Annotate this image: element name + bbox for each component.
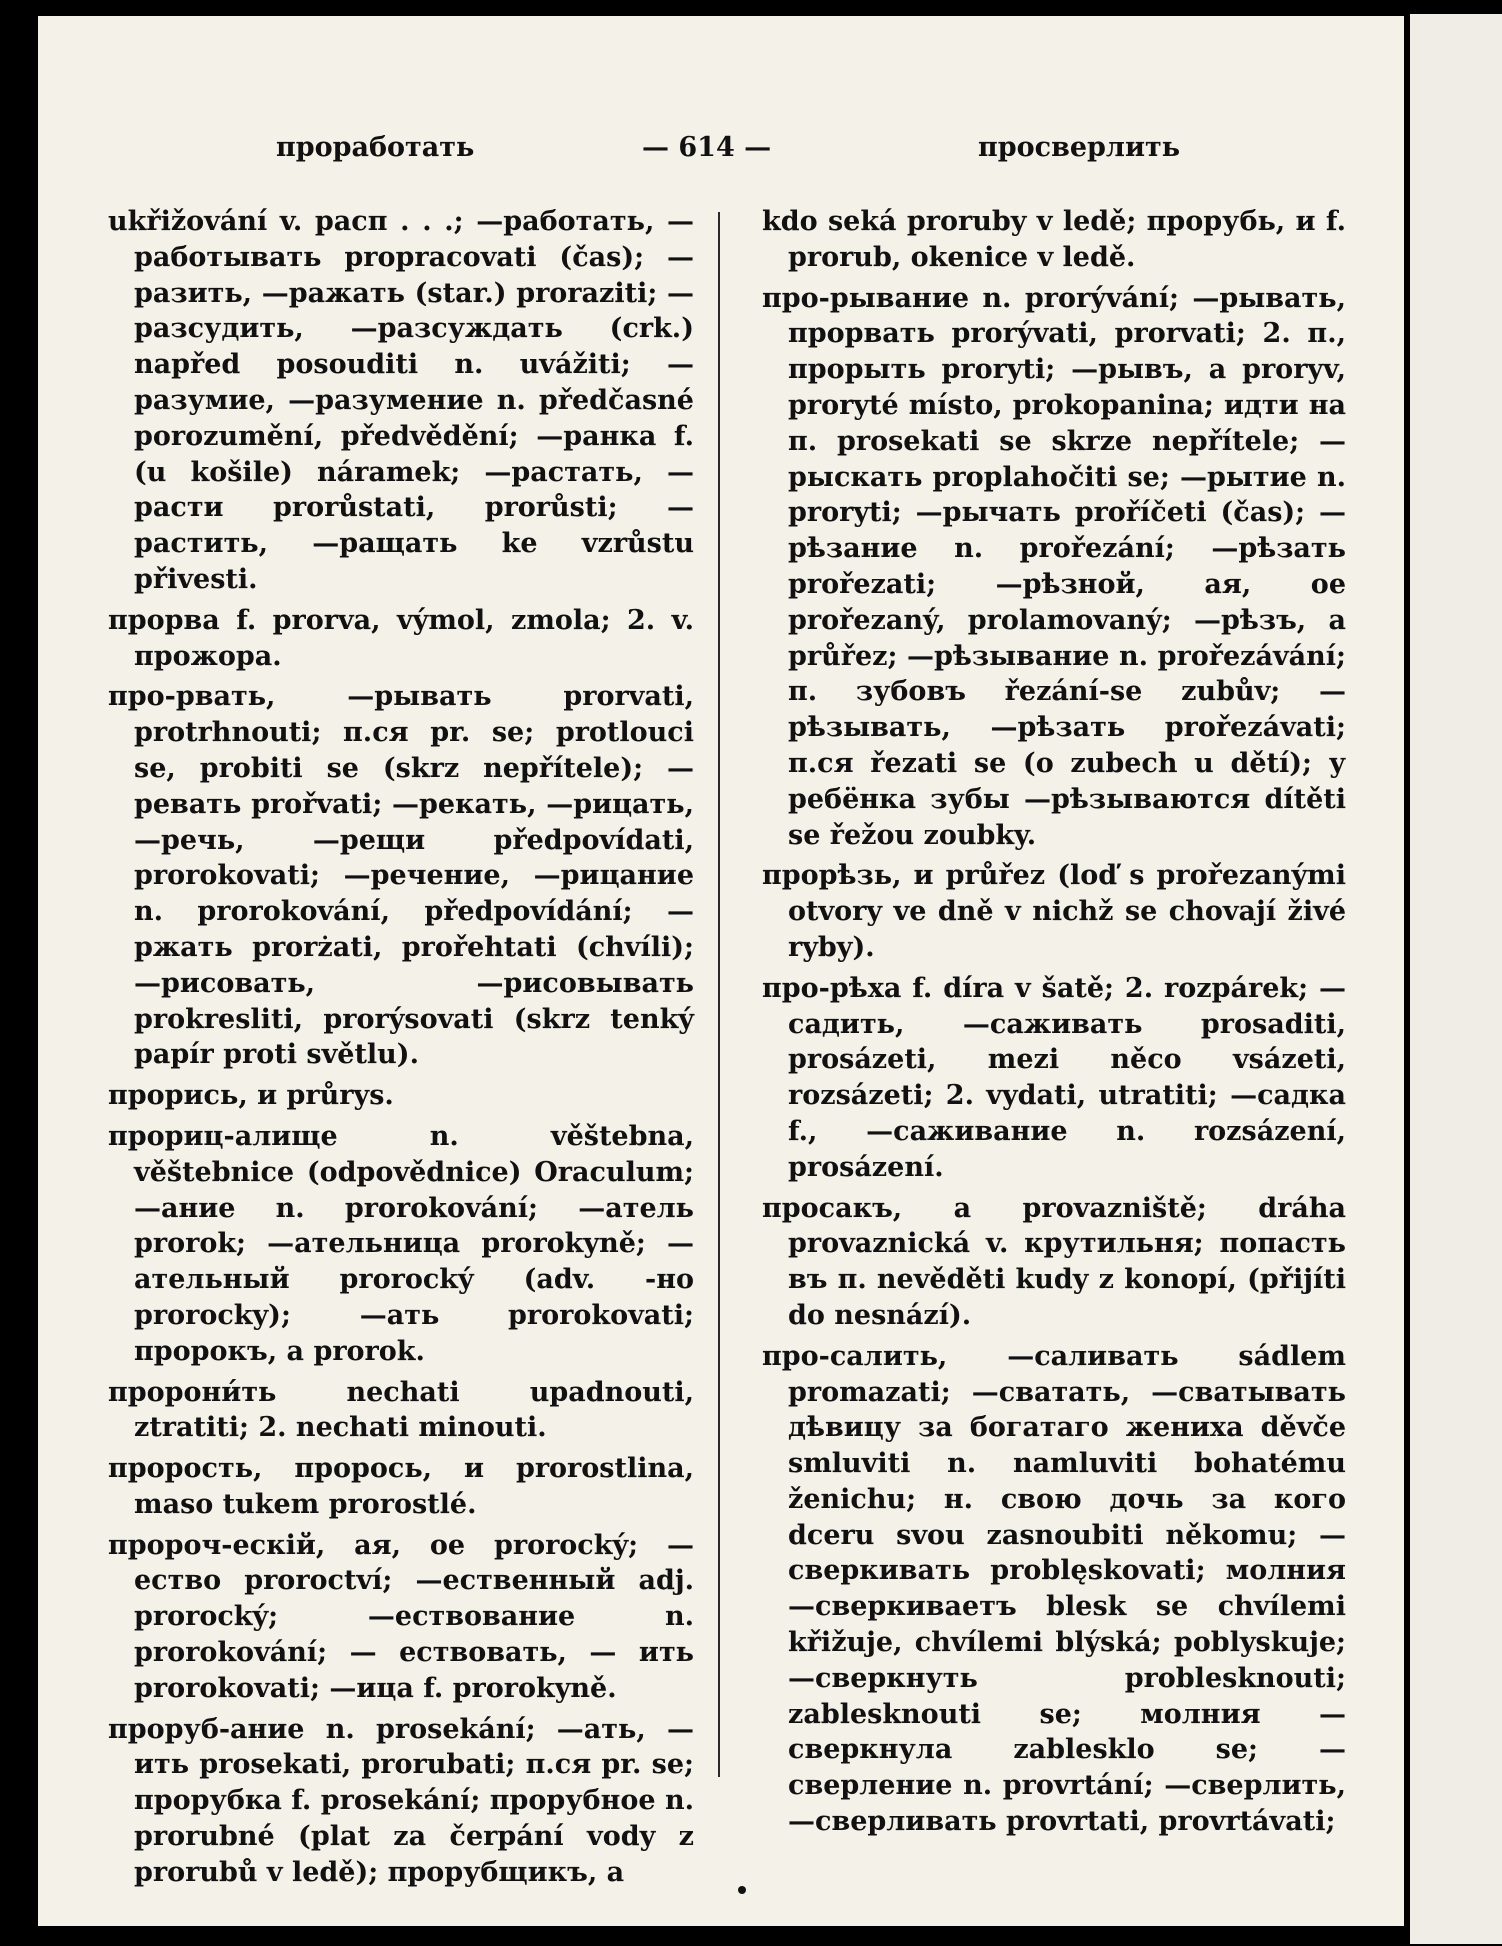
column-divider [718,212,720,1777]
dictionary-entry: прориц-алище n. věštebna, věštebnice (odpovědnice) Oraculum; —ание n. prorokování; —атель prorok; —ательница prorokyně; —ательный prorocký (adv. -но prorocky); —ать prorokovati; пророкъ, a prorok. [108,1120,694,1367]
dictionary-entry: прорва f. prorva, výmol, zmola; 2. v. прожора. [108,604,694,672]
right-column [762,204,1346,1845]
dictionary-entry: прорость, прорось, и prorostlina, maso tukem prorostlé. [108,1453,694,1520]
dictionary-entry: прорѣзь, и průřez (loď s prořezanými otvory ve dně v nichž se chovají živé ryby). [762,860,1346,963]
header-left-word: проработать [276,132,475,163]
dictionary-entry: пророч-ескій, ая, ое prorocký; —ество proroctví; —ественный adj. prorocký; —ествование n. prorokování; — ествовать, — ить prorokovati; —ица f. prorokyně. [108,1529,694,1704]
adjacent-page-edge [1410,14,1502,1944]
dictionary-entry: про-рывание n. prorývání; —рывать, прорвать prorývati, prorvati; 2. п., прорыть proryti; —рывъ, a proryv, proryté místo, prokopanina; идти на п. prosekati se skrze nepřítele; —рыскать proplahočiti se; —рытие n. proryti; —рычать proříčeti (čas); —рѣзание n. prořezání; —рѣзать prořezati; —рѣзной, ая, ое prořezaný, prolamovaný; —рѣзъ, a průřez; —рѣзывание n. prořezávání; п. зубовъ řezání-se zubův; —рѣзывать, —рѣзать prořezávati; п.ся řezati se (o zubech u dětí); у ребёнка зубы —рѣзываются dítěti se řežou zoubky. [762,282,1346,851]
left-column [108,204,694,1896]
dictionary-entry: проруб-ание n. prosekání; —ать, —ить prosekati, prorubati; п.ся pr. se; прорубка f. prosekání; прорубное n. prorubné (plat za čerpání vody z prorubů v ledě); прорубщикъ, a [108,1713,694,1888]
dictionary-entry: пророни́ть nechati upadnouti, ztratiti; 2. nechati minouti. [108,1376,694,1444]
header-right-word: просверлить [978,132,1181,163]
dictionary-entry: про-рѣха f. díra v šatě; 2. rozpárek; —садить, —саживать prosaditi, prosázeti, mezi něco vsázeti, rozsázeti; 2. vydati, utratiti; —садка f., —саживание n. rozsázení, prosázení. [762,972,1346,1183]
running-header [38,132,1404,172]
dictionary-entry: про-рвать, —рывать prorvati, protrhnouti; п.ся pr. se; protlouci se, probiti se (skrz nepřítele); —ревать prořvati; —рекать, —рицать, —речь, —рещи předpovídati, prorokovati; —речение, —рицание n. prorokování, předpovídání; —ржать prorżati, prořehtati (chvíli); —рисовать, —рисовывать prokresliti, prorýsovati (skrz tenký papír proti světlu). [108,681,694,1071]
dictionary-entry: про-салить, —саливать sádlem promazati; —сватать, —сватывать дѣвицу за богатаго жениха děvče smluviti n. namluviti bohatému ženichu; н. свою дочь за кого dceru svou zasnoubiti někomu; —сверкивать problęskovati; молния —сверкиваетъ blesk se chvílemi křižuje, chvílemi blýská; poblyskuje; —сверкнуть problesknouti; zablesknouti se; молния —сверкнула zablesklo se; —сверление n. provrtání; —сверлить, —сверливать provrtati, provrtávati; [762,1340,1346,1838]
dictionary-entry: ukřižování v. расп . . .; —работать, —работывать propracovati (čas); —разить, —ражать (star.) proraziti; —разсудить, —разсуждать (crk.) napřed posouditi n. uvážiti; —разумие, —разумение n. předčasné porozumění, předvědění; —ранка f. (u košile) náramek; —растать, —расти prorůstati, prorůsti; —растить, —ращать ke vzrůstu přivesti. [108,206,694,595]
dictionary-entry: kdo seká proruby v ledě; прорубь, и f. prorub, okenice v ledě. [762,206,1346,273]
dictionary-entry: просакъ, a provazniště; dráha provaznická v. крутильня; попасть въ п. nevěděti kudy z konopí, (přijíti do nesnází). [762,1192,1346,1331]
page-number: — 614 — [642,132,772,163]
dictionary-entry: прорись, и průrys. [108,1080,394,1112]
print-speck [738,1886,746,1894]
